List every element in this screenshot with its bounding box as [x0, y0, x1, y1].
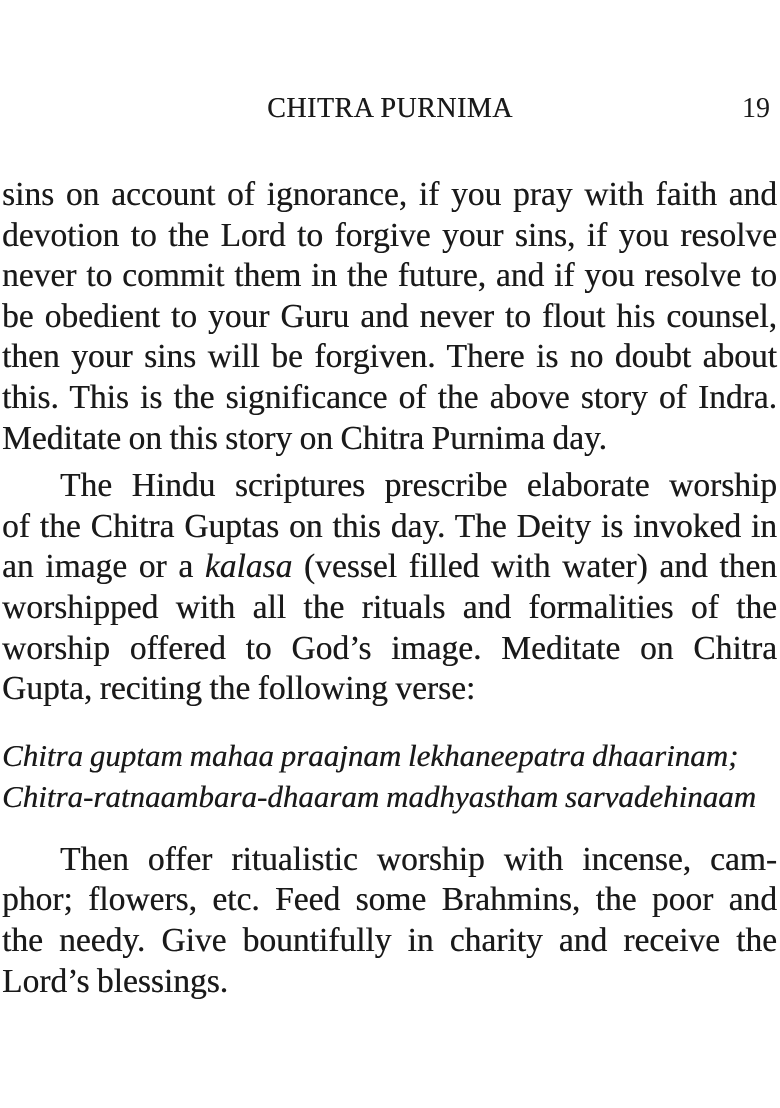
paragraph-1 — [2, 175, 777, 459]
chapter-title: CHITRA PURNIMA — [267, 93, 513, 124]
text-segment: (vessel filled with water) and then — [292, 548, 777, 586]
paragraph-3 — [2, 840, 777, 1002]
text-line: sins on account of ignorance, if you pray with faith and — [2, 176, 777, 213]
sanskrit-verse — [2, 735, 777, 817]
text-line: Then offer ritualistic worship with incense, cam- — [60, 840, 777, 878]
text-line: never to commit them in the future, and if you resolve to — [2, 257, 777, 295]
text-line: of the Chitra Guptas on this day. The Deity is invoked in — [2, 507, 777, 545]
text-line: Lord’s blessings. — [2, 962, 229, 1000]
page-body — [0, 175, 780, 1002]
text-segment: an image or a — [2, 548, 205, 586]
text-line: worshipped with all the rituals and formalities of the — [2, 588, 777, 626]
text-line: the needy. Give bountifully in charity and receive the — [2, 921, 777, 959]
text-line-with-italic — [2, 547, 777, 588]
italic-term: kalasa — [204, 548, 293, 586]
text-line: this. This is the significance of the above story of Indra. — [2, 378, 777, 416]
verse-line: Chitra guptam mahaa praajnam lekhaneepatra dhaarinam; — [2, 737, 739, 773]
verse-line: Chitra-ratnaambara-dhaaram madhyastham sarvadehinaam — [2, 778, 757, 814]
text-line: devotion to the Lord to forgive your sins, if you resolve — [2, 216, 777, 254]
text-line: be obedient to your Guru and never to flout his counsel, — [2, 297, 777, 335]
text-line: The Hindu scriptures prescribe elaborate worship — [60, 467, 777, 505]
text-line: then your sins will be forgiven. There is no doubt about — [2, 338, 777, 376]
text-line: worship offered to God’s image. Meditate on Chitra — [2, 629, 777, 667]
text-line: Meditate on this story on Chitra Purnima day. — [2, 419, 607, 457]
text-line: Gupta, reciting the following verse: — [2, 670, 476, 708]
text-line: phor; flowers, etc. Feed some Brahmins, the poor and — [2, 881, 777, 919]
page-number: 19 — [742, 93, 770, 124]
paragraph-2 — [2, 466, 777, 710]
page-header — [0, 92, 780, 126]
